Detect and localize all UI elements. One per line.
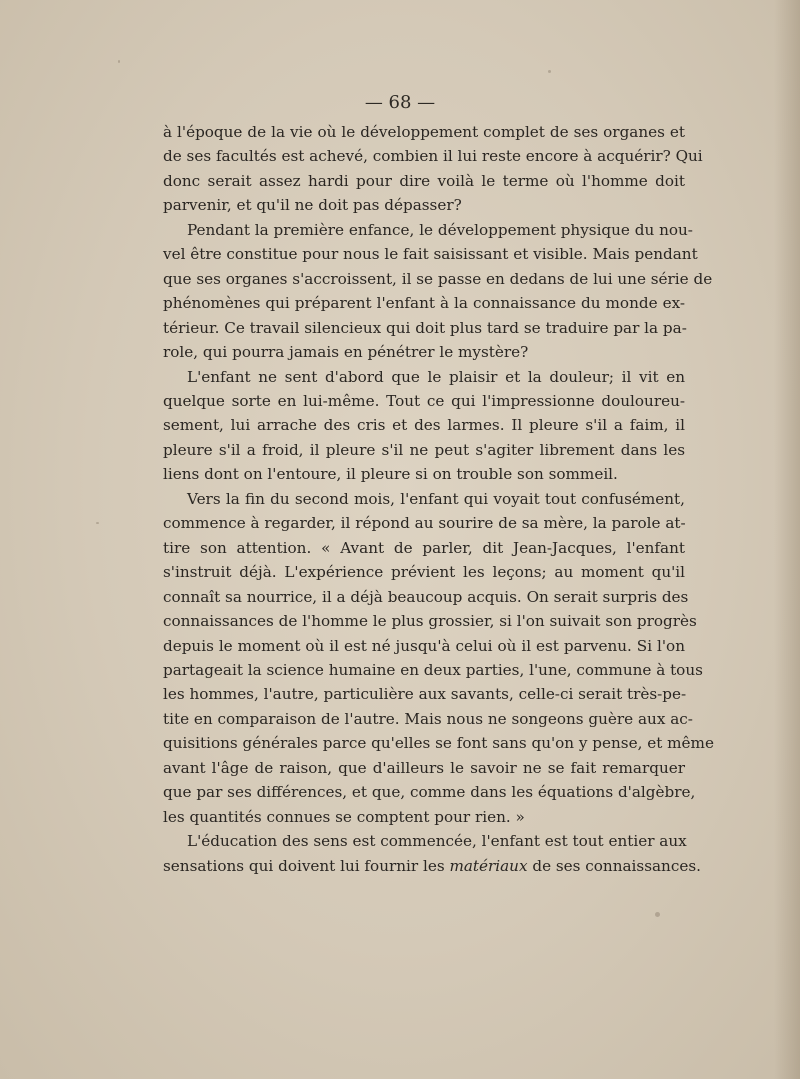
text-line: role, qui pourra jamais en pénétrer le mystère? [163, 343, 529, 362]
text-line: avant l'âge de raison, que d'ailleurs le savoir ne se fait remarquer [163, 758, 685, 777]
text-segment: sensations qui doivent lui fournir les [163, 856, 450, 875]
body-text [163, 120, 714, 878]
text-line: les quantités connues se comptent pour rien. » [163, 807, 525, 826]
text-line: commence à regarder, il répond au sourire de sa mère, la parole at- [163, 514, 686, 533]
page-edge-shadow [774, 0, 800, 1079]
text-line: L'éducation des sens est commencée, l'enfant est tout entier aux [187, 832, 687, 851]
text-line: s'instruit déjà. L'expérience prévient les leçons; au moment qu'il [163, 563, 685, 582]
text-line: que par ses différences, et que, comme dans les équations d'algèbre, [163, 783, 696, 802]
text-line: connaît sa nourrice, il a déjà beaucoup acquis. On serait surpris des [163, 587, 689, 606]
text-line: térieur. Ce travail silencieux qui doit plus tard se traduire par la pa- [163, 318, 687, 337]
paper-speck [655, 912, 660, 917]
text-line: parvenir, et qu'il ne doit pas dépasser? [163, 196, 462, 215]
italic-word: matériaux [449, 856, 528, 875]
text-line: connaissances de l'homme le plus grossier, si l'on suivait son progrès [163, 612, 697, 631]
text-line: quelque sorte en lui-même. Tout ce qui l'impressionne douloureu- [163, 391, 685, 410]
paragraph-4 [163, 487, 714, 829]
paragraph-2 [163, 218, 713, 365]
text-line: de ses facultés est achevé, combien il lui reste encore à acquérir? Qui [163, 147, 703, 166]
paragraph-5 [163, 829, 701, 878]
text-line: quisitions générales parce qu'elles se font sans qu'on y pense, et même [163, 734, 714, 753]
text-line: Pendant la première enfance, le développement physique du nou- [187, 220, 693, 239]
text-line: partageait la science humaine en deux parties, l'une, commune à tous [163, 660, 703, 679]
text-line: les hommes, l'autre, particulière aux savants, celle-ci serait très-pe- [163, 685, 687, 704]
text-line: liens dont on l'entoure, il pleure si on trouble son sommeil. [163, 465, 618, 484]
text-line: depuis le moment où il est né jusqu'à celui où il est parvenu. Si l'on [163, 636, 685, 655]
paragraph-3 [163, 365, 685, 487]
text-line: donc serait assez hardi pour dire voilà le terme où l'homme doit [163, 171, 685, 190]
paper-speck [118, 60, 120, 63]
text-line: à l'époque de la vie où le développement complet de ses organes et [163, 123, 685, 141]
text-segment: de ses connaissances. [527, 856, 701, 875]
text-line: L'enfant ne sent d'abord que le plaisir et la douleur; il vit en [187, 367, 685, 386]
text-line: phénomènes qui préparent l'enfant à la connaissance du monde ex- [163, 294, 685, 313]
text-line: sement, lui arrache des cris et des larmes. Il pleure s'il a faim, il [163, 416, 685, 435]
text-line-last [163, 854, 701, 878]
paper-speck [96, 522, 99, 524]
text-line: tire son attention. « Avant de parler, dit Jean-Jacques, l'enfant [163, 538, 685, 557]
text-line: tite en comparaison de l'autre. Mais nous ne songeons guère aux ac- [163, 709, 693, 728]
page-number: — 68 — [364, 92, 436, 113]
paragraph-1 [163, 120, 703, 218]
paper-speck [548, 70, 551, 73]
text-line: Vers la fin du second mois, l'enfant qui voyait tout confusément, [187, 489, 685, 508]
text-line: pleure s'il a froid, il pleure s'il ne peut s'agiter librement dans les [163, 440, 685, 459]
text-line: vel être constitue pour nous le fait saisissant et visible. Mais pendant [163, 245, 698, 264]
text-line: que ses organes s'accroissent, il se passe en dedans de lui une série de [163, 269, 713, 288]
